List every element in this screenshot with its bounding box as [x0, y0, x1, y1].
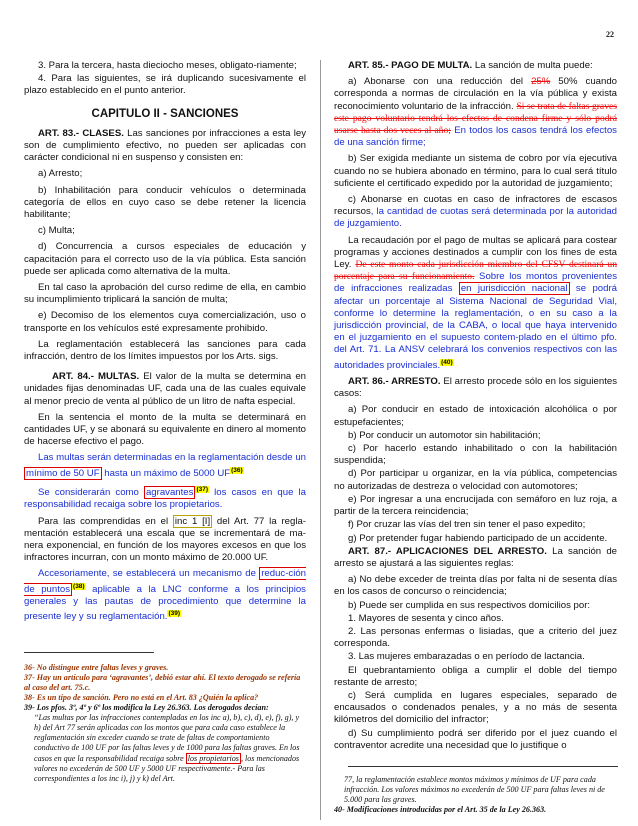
- paragraph: 3. Para la tercera, hasta dieciocho meses, obligato-riamente;: [38, 60, 297, 71]
- highlight-box: reduc-ción de puntos: [24, 568, 306, 595]
- paragraph: Se considerarán como agravantes $^{(37)}$ los casos en que la responsabilidad recaiga sobre los propietarios.: [24, 486, 306, 511]
- footnote-ref: (38): [73, 582, 85, 590]
- highlight-box: mínimo de 50 UF: [26, 467, 100, 479]
- footnote: 37- Hay un artículo para ‘agravantes’, debió estar ahí. El texto derogado se refería al caso del art. 75.c.: [24, 672, 301, 692]
- list-item: a) Abonarse con una reducción del 25% 50% cuando corresponda a normas de circulación en la vía pública y exista reconocimiento voluntario de la infracción. Si se trata de faltas graves este pago voluntario tendrá los efectos de condena firme y sólo podrá usarse hasta dos veces al año; En todos los casos tendrá los efectos de una sanción firme;: [334, 76, 617, 149]
- list-item: 2. Las personas enfermas o lisiadas, que a criterio del juez corresponda.: [334, 625, 617, 650]
- list-item: c) Abonarse en cuotas en caso de infractores de escasos recursos, la cantidad de cuotas será determinada por la autoridad de juzgamiento.: [334, 194, 617, 230]
- paragraph: En la sentencia el monto de la multa se determinará en cantidades UF, y se abonará su equivalente en dinero al momento de hacerse efectivo el pago.: [24, 411, 306, 448]
- footnote-ref: (40): [441, 358, 453, 366]
- list-item: b) Por conducir un automotor sin habilitación;: [348, 429, 541, 441]
- footnote: 39- Los pfos. 3º, 4º y 6º los modifica la Ley 26.363. Los derogados decían:: [24, 703, 269, 713]
- footnote-rule: [24, 652, 154, 653]
- article-title: ART. 85.- PAGO DE MULTA.: [348, 60, 473, 71]
- list-item: b) Inhabilitación para conducir vehículos o determinada categoría de ellos en cuyo caso se debe retener la licencia habilitante;: [24, 184, 306, 221]
- footnote-ref: (36): [231, 466, 243, 474]
- left-column: [24, 60, 306, 784]
- footnote: 36- No distingue entre faltas leves y graves.: [24, 662, 169, 672]
- list-item: e) Por ingresar a una encrucijada con semáforo en luz roja, a partir de la tercera reincidencia;: [334, 493, 617, 518]
- chapter-heading: CAPITULO II - SANCIONES: [91, 107, 239, 120]
- highlight-box: los propietarios: [187, 753, 239, 763]
- list-item: d) Concurrencia a cursos especiales de educación y capacitación para el correcto uso de la vía pública. Esta sanción puede ser aplicada como alternativa de la multa.: [24, 241, 306, 277]
- right-column: [334, 60, 617, 815]
- page-number: 22: [606, 30, 614, 39]
- list-item: d) Por participar u organizar, en la vía pública, competencias no autorizadas de destreza o velocidad con automotores;: [334, 468, 617, 492]
- list-item: c) Será cumplida en lugares especiales, separado de encausados o condenados penales, y a no más de sesenta kilómetros del domicilio del infractor;: [334, 689, 617, 726]
- footnote-ref: (37): [196, 486, 208, 494]
- footnote-rule: [348, 766, 618, 767]
- list-item: a) Por conducir en estado de intoxicación alcohólica o por estupefacientes;: [334, 404, 617, 428]
- list-item: d) Su cumplimiento podrá ser diferido por el juez cuando el contraventor acredite una necesidad que lo justifique o: [334, 727, 617, 751]
- paragraph: La reglamentación establecerá las sanciones para cada infracción, dentro de los límites impuestos por los Arts. sigs.: [24, 338, 306, 363]
- article-title: ART. 86.- ARRESTO.: [348, 376, 441, 388]
- footnote-ref: (39): [168, 610, 181, 618]
- article-title: ART. 83.- CLASES.: [38, 127, 124, 139]
- list-item: 3. Las mujeres embarazadas o en período de lactancia.: [348, 651, 585, 663]
- paragraph: Las multas serán determinadas en la reglamentación desde un mínimo de 50 UF hasta un máximo de 5000 UF$^{(36)}$: [26, 452, 306, 479]
- highlight-box: inc 1 [I]: [174, 515, 211, 527]
- paragraph: Para las comprendidas en el inc 1 [I] del Art. 77 la regla-mentación establecerá una escala que se incrementará de ma-nera exponencial, en función de los mayores excesos en que los infractores incurran, con un monto máximo de 20.000 UF.: [24, 515, 306, 564]
- footnote: 38- Es un tipo de sanción. Pero no está en el Art. 83 ¿Quién la aplica?: [24, 692, 259, 702]
- highlight-box: agravantes: [145, 487, 194, 499]
- list-item: a) No debe exceder de treinta días por falta ni de sesenta días en los casos de concurso o reincidencia;: [334, 574, 617, 598]
- column-divider: [320, 60, 321, 820]
- paragraph: 4. Para las siguientes, se irá duplicando sucesivamente el plazo establecido en el punto anterior.: [24, 73, 306, 97]
- deleted-text: De este monto cada jurisdicción miembro del CFSV destinará un porcentaje para su funcionamiento.: [334, 259, 617, 283]
- article-title: ART. 84.- MULTAS.: [52, 371, 140, 383]
- list-item: b) Puede ser cumplida en sus respectivos domicilios por:: [348, 599, 591, 611]
- paragraph: La recaudación por el pago de multas se aplicará para costear programas y acciones destinados a cumplir con los fines de esta Ley. De este monto cada jurisdicción miembro del CFSV destinará un porcentaje para su funcionamiento. Sobre los montos provenientes de infracciones realizadas en jurisdicción nacional se podrá afectar un porcentaje al Sistema Nacional de Seguridad Vial, conforme lo determine la reglamentación, o en su caso a la jurisdicción provincial, de la CABA, o local que haya intervenido en el juzgamiento en el supuesto contem-plado en el último pfo. del Art. 71. La ANSV celebrará los convenios respectivos con las autoridades provinciales.$^{(40)}$: [334, 234, 617, 371]
- art-84: ART. 84.- MULTAS. El valor de la multa se determina en unidades fijas denominadas UF, cada una de las cuales equivale al menor precio de venta al público de un litro de nafta especial.: [24, 371, 306, 407]
- list-item: a) Arresto;: [38, 168, 83, 180]
- deleted-text: 25%: [531, 76, 551, 88]
- list-item: f) Por cruzar las vías del tren sin tener el paso expedito;: [348, 519, 586, 531]
- art-85: ART. 85.- PAGO DE MULTA. La sanción de multa puede:: [348, 60, 593, 71]
- art-83: ART. 83.- CLASES. Las sanciones por infracciones a esta ley son de cumplimiento efectivo, no pueden ser aplicadas con carácter condicional ni en suspenso y consisten en:: [24, 127, 306, 164]
- paragraph: El quebrantamiento obliga a cumplir el doble del tiempo restante de arresto;: [334, 664, 617, 688]
- list-item: g) Por pretender fugar habiendo participado de un accidente.: [348, 532, 608, 544]
- article-title: ART. 87.- APLICACIONES DEL ARRESTO.: [348, 545, 547, 557]
- list-item: b) Ser exigida mediante un sistema de cobro por vía ejecutiva cuando no se hubiera abonado en término, para lo cual será título suficiente el certificado expedido por la autoridad de juzgamiento;: [334, 153, 617, 189]
- deleted-text: Si se trata de faltas graves este pago voluntario tendrá los efectos de condena firme y sólo podrá usarse hasta dos veces al año;: [334, 100, 617, 137]
- list-item: 1. Mayores de sesenta y cinco años.: [348, 612, 504, 624]
- list-item: c) Por hacerlo estando inhabilitado o con la habilitación suspendida;: [334, 443, 617, 467]
- highlight-box: en jurisdicción nacional: [460, 283, 568, 295]
- art-87: ART. 87.- APLICACIONES DEL ARRESTO. La sanción de arresto se ajustará a las siguientes reglas:: [334, 545, 618, 569]
- footnote: 77, la reglamentación establece montos máximos y mínimos de UF para cada infracción. Los valores máximos no excederán de 500 UF para faltas leves ni de 5.000 para las graves.: [344, 774, 605, 805]
- paragraph: Accesoriamente, se establecerá un mecanismo de reduc-ción de puntos $^{(38)}$ aplicable a la LNC conforme a los principios generales y las pautas de procedimiento que determine la presente ley y su reglamentación.$^{(39)}$: [24, 568, 306, 623]
- footnote: 40- Modificaciones introducidas por el Art. 35 de la Ley 26.363.: [334, 805, 547, 815]
- paragraph: En tal caso la aprobación del curso redime de ella, en cambio su incumplimiento triplicará la sanción de multa;: [24, 282, 306, 306]
- art-86: ART. 86.- ARRESTO. El arresto procede sólo en los siguientes casos:: [334, 376, 617, 400]
- list-item: e) Decomiso de los elementos cuya comercialización, uso o transporte en los vehículos esté expresamente prohibido.: [24, 310, 306, 334]
- footnote-quote: “Las multas por las infracciones contempladas en los inc a), b), c), d), e), f), g), y h) del Art 77 serán aplicadas con los montos que para cada caso establece la reglamentación sin exceder cuando se trate de faltas de comportamiento conductivo de 100 UF por las faltas leves y de 1000 para las faltas graves. En los casos en que la responsabilidad recaiga sobre los propietarios , los mencionados valores no excederán de 500 UF y 5000 UF respectivamente.- Para las correspondientes a los inc i), j) y k) del Art.: [34, 713, 300, 783]
- list-item: c) Multa;: [38, 225, 75, 237]
